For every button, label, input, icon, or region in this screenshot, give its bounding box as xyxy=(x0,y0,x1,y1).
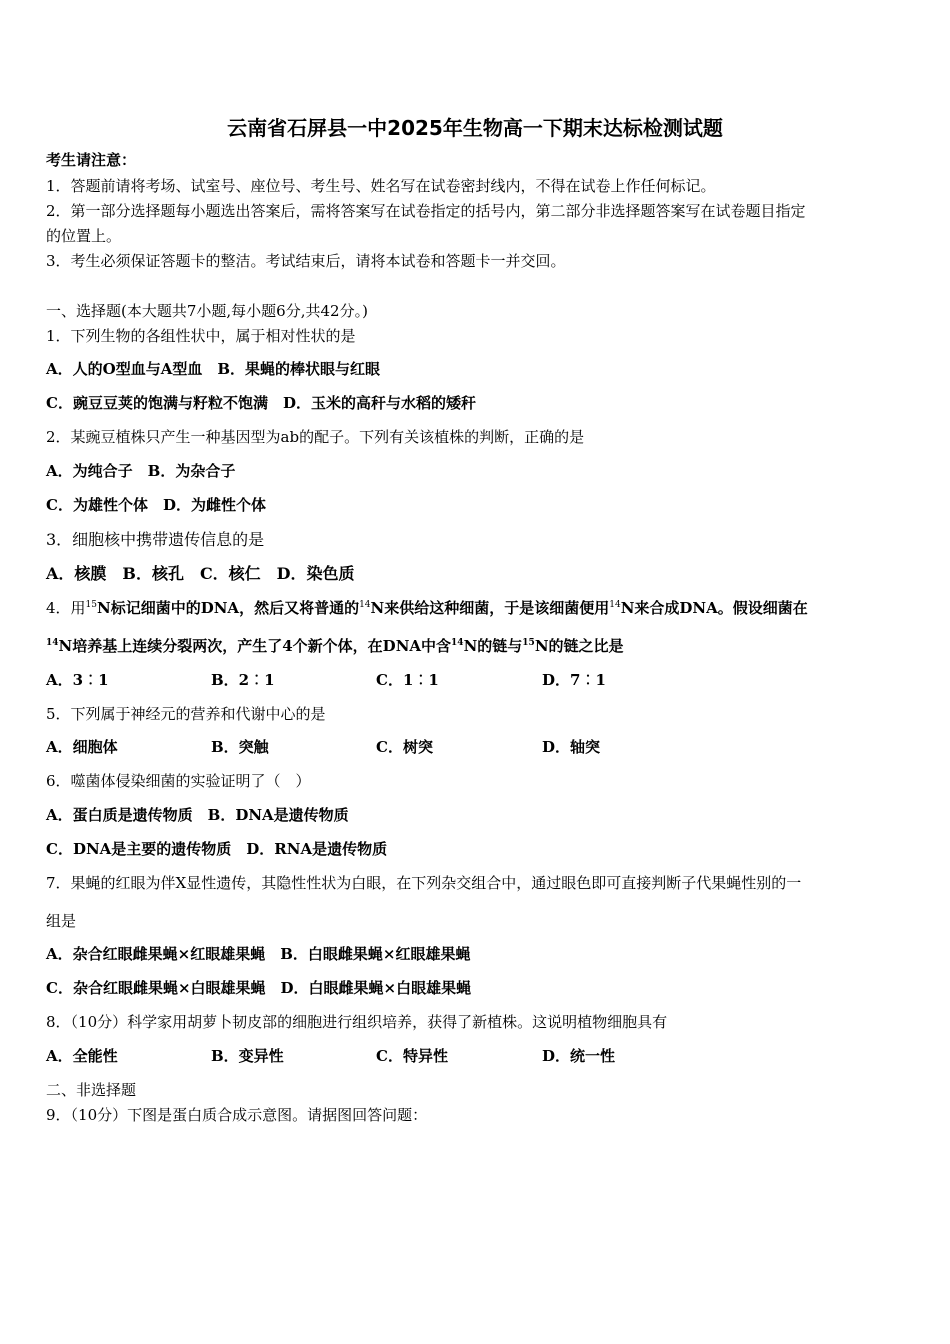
section-heading: 二、非选择题 xyxy=(46,1081,137,1099)
notice-item: 1．答题前请将考场、试室号、座位号、考生号、姓名写在试卷密封线内，不得在试卷上作任何标记。 xyxy=(46,177,716,195)
question-options xyxy=(46,670,906,690)
isotope-superscript: 15 xyxy=(85,600,97,610)
option-c: C．树突 xyxy=(376,738,433,756)
notice-item: 的位置上。 xyxy=(46,227,122,245)
question-options xyxy=(46,737,906,757)
question-stem: 2．某豌豆植株只产生一种基因型为ab的配子。下列有关该植株的判断，正确的是 xyxy=(46,428,585,446)
notice-item: 3．考生必须保证答题卡的整洁。考试结束后，请将本试卷和答题卡一并交回。 xyxy=(46,252,566,270)
question-stem: 组是 xyxy=(46,912,77,930)
isotope-superscript: 15 xyxy=(522,638,535,648)
option-c: C．1︰1 xyxy=(376,671,439,689)
option-a: A．全能性 xyxy=(46,1047,118,1065)
page-title: 云南省石屏县一中2025年生物高一下期末达标检测试题 xyxy=(227,116,723,140)
question-stem: 1．下列生物的各组性状中，属于相对性状的是 xyxy=(46,327,356,345)
question-options: C．豌豆豆荚的饱满与籽粒不饱满 D．玉米的高秆与水稻的矮秆 xyxy=(46,394,476,412)
option-b: B．2︰1 xyxy=(211,671,275,689)
question-options: A．人的O型血与A型血 B．果蝇的棒状眼与红眼 xyxy=(46,360,381,378)
notice-item: 2．第一部分选择题每小题选出答案后，需将答案写在试卷指定的括号内，第二部分非选择题答案写在试卷题目指定 xyxy=(46,202,806,220)
question-stem xyxy=(46,598,808,618)
stem-text: N来供给这种细菌，于是该细菌便用 xyxy=(370,599,610,617)
notice-heading: 考生请注意： xyxy=(46,151,137,169)
question-stem: 6．噬菌体侵染细菌的实验证明了（ ） xyxy=(46,772,311,790)
stem-text: N的链与 xyxy=(463,637,523,655)
isotope-superscript: 14 xyxy=(609,600,621,610)
option-d: D．统一性 xyxy=(542,1047,616,1065)
stem-text: N来合成DNA。假设细菌在 xyxy=(620,599,808,617)
question-options: C．为雄性个体 D．为雌性个体 xyxy=(46,496,266,514)
option-b: B．突触 xyxy=(211,738,269,756)
question-options: A．蛋白质是遗传物质 B．DNA是遗传物质 xyxy=(46,806,349,824)
question-options: A．为纯合子 B．为杂合子 xyxy=(46,462,236,480)
question-options: C．杂合红眼雌果蝇×白眼雄果蝇 D．白眼雌果蝇×白眼雄果蝇 xyxy=(46,979,472,997)
question-stem: 3．细胞核中携带遗传信息的是 xyxy=(46,530,265,549)
stem-text: 4．用 xyxy=(46,599,86,617)
question-stem: 5．下列属于神经元的营养和代谢中心的是 xyxy=(46,705,326,723)
stem-text: N的链之比是 xyxy=(534,637,624,655)
isotope-superscript: 14 xyxy=(359,600,371,610)
option-d: D．7︰1 xyxy=(542,671,606,689)
question-options: A．杂合红眼雌果蝇×红眼雄果蝇 B．白眼雌果蝇×红眼雄果蝇 xyxy=(46,945,471,963)
section-heading: 一、选择题(本大题共7小题,每小题6分,共42分。) xyxy=(46,302,368,320)
stem-text: N培养基上连续分裂两次，产生了4个新个体，在DNA中含 xyxy=(58,637,452,655)
stem-text: N标记细菌中的DNA，然后又将普通的 xyxy=(97,599,360,617)
option-c: C．特异性 xyxy=(376,1047,448,1065)
question-stem: 8．（10分）科学家用胡萝卜韧皮部的细胞进行组织培养，获得了新植株。这说明植物细胞具有 xyxy=(46,1013,668,1031)
option-d: D．轴突 xyxy=(542,738,601,756)
question-options: C．DNA是主要的遗传物质 D．RNA是遗传物质 xyxy=(46,840,388,858)
option-b: B．变异性 xyxy=(211,1047,284,1065)
question-options: A．核膜 B．核孔 C．核仁 D．染色质 xyxy=(46,564,355,583)
question-stem: 9．（10分）下图是蛋白质合成示意图。请据图回答问题： xyxy=(46,1106,428,1124)
option-a: A．细胞体 xyxy=(46,738,118,756)
question-stem xyxy=(46,636,624,656)
isotope-superscript: 14 xyxy=(46,638,59,648)
option-a: A．3︰1 xyxy=(46,671,109,689)
question-stem: 7．果蝇的红眼为伴X显性遗传，其隐性性状为白眼，在下列杂交组合中，通过眼色即可直接判断子代果蝇性别的一 xyxy=(46,874,802,892)
question-options xyxy=(46,1046,906,1066)
isotope-superscript: 14 xyxy=(451,638,464,648)
